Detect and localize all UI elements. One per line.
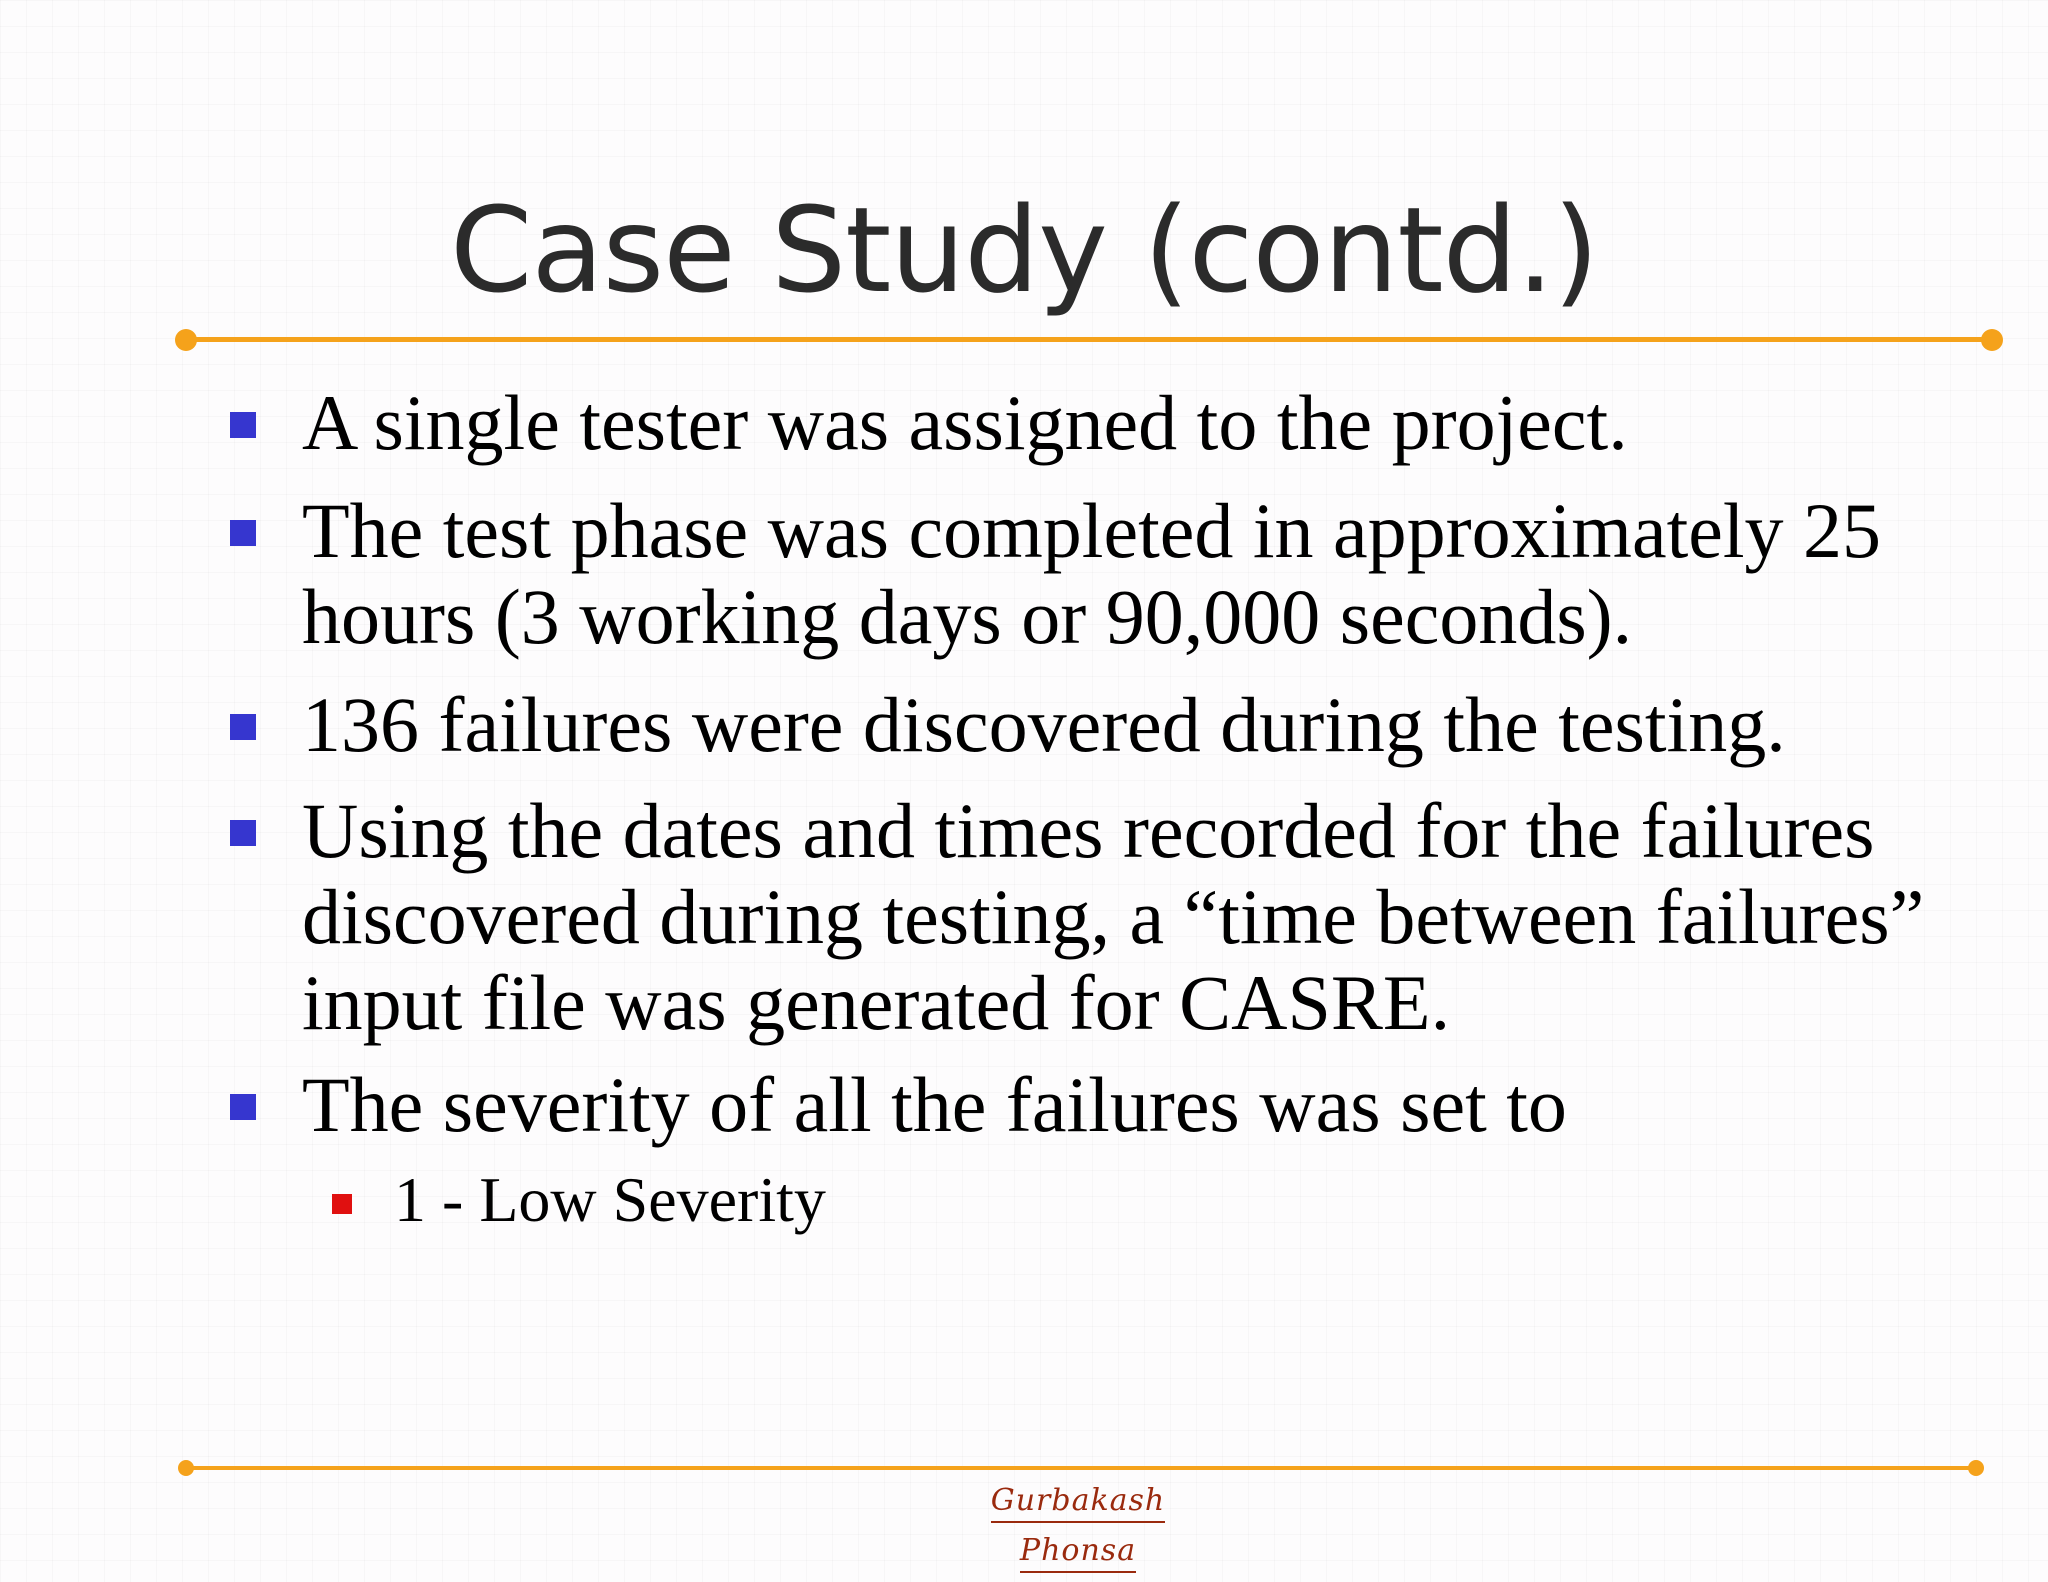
divider-end-dot <box>1968 1460 1984 1476</box>
bullet-item <box>302 1062 2002 1148</box>
title-divider <box>186 337 1992 342</box>
bullet-item <box>302 488 2002 660</box>
bullet-text: 136 failures were discovered during the testing. <box>302 681 1786 768</box>
divider-end-dot <box>1981 329 2003 351</box>
divider-end-dot <box>178 1460 194 1476</box>
square-bullet-icon <box>230 412 256 438</box>
signature-line-1: Gurbakash <box>991 1481 1166 1523</box>
bullet-text: The severity of all the failures was set to <box>302 1061 1567 1148</box>
slide-title: Case Study (contd.) <box>449 181 1599 319</box>
square-bullet-icon <box>230 820 256 846</box>
sub-bullet-item <box>394 1162 826 1238</box>
divider-end-dot <box>175 329 197 351</box>
signature-line-2: Phonsa <box>1020 1531 1136 1573</box>
square-bullet-icon <box>230 520 256 546</box>
small-square-bullet-icon <box>332 1194 352 1214</box>
author-signature <box>960 1476 1196 1576</box>
square-bullet-icon <box>230 714 256 740</box>
bullet-item <box>302 682 2002 768</box>
bullet-text: Using the dates and times recorded for the failures discovered during testing, a “time between failures” input file was generated for CASRE. <box>302 787 1925 1046</box>
bullet-text: The test phase was completed in approximately 25 hours (3 working days or 90,000 seconds). <box>302 487 1882 660</box>
square-bullet-icon <box>230 1094 256 1120</box>
bullet-item <box>302 380 2002 466</box>
sub-bullet-text: 1 - Low Severity <box>394 1164 826 1235</box>
bullet-text: A single tester was assigned to the project. <box>302 379 1628 466</box>
footer-divider <box>186 1466 1976 1470</box>
bullet-item <box>302 788 2002 1046</box>
